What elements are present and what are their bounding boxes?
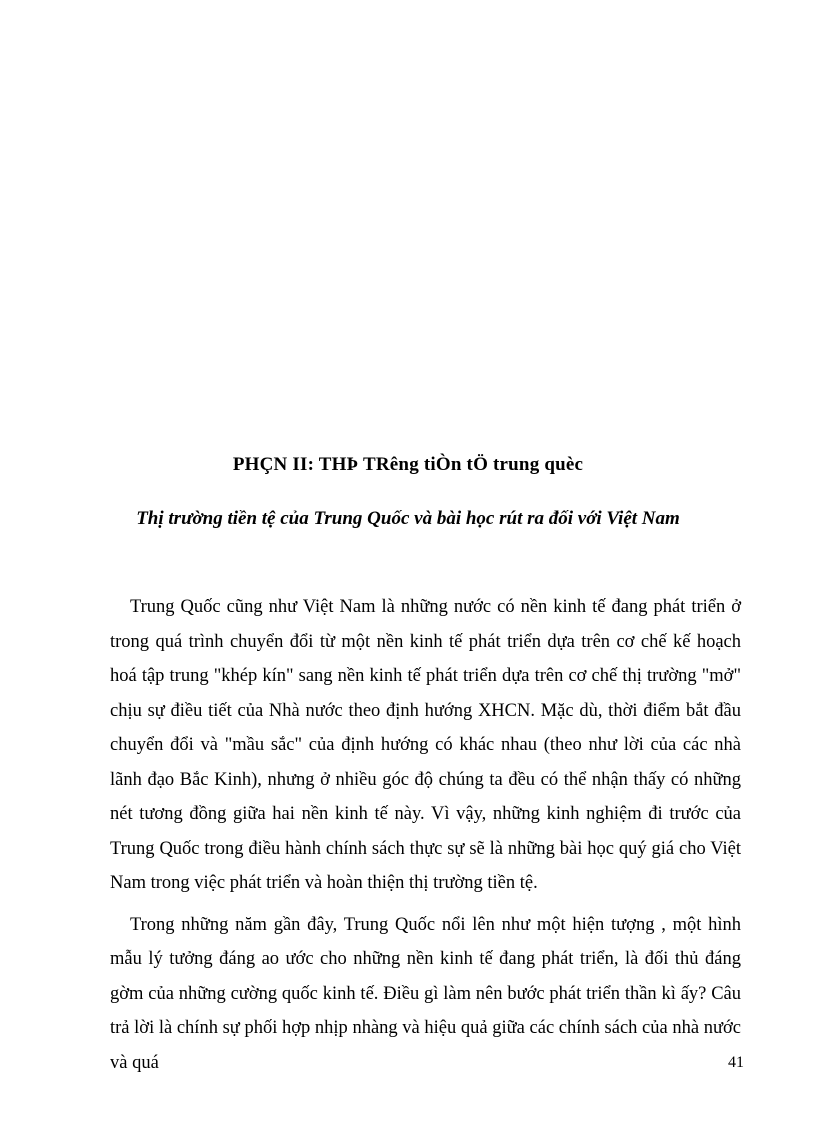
part-heading: PHÇN II: THÞ TRêng tiÒn tÖ trung quèc xyxy=(232,454,584,475)
paragraph: Trong những năm gần đây, Trung Quốc nổi lên như một hiện tượng , một hình mẫu lý tưởng đáng ao ước cho những nền kinh tế đang phát triển, là đối thủ đáng gờm của những cường quốc kinh tế. Điều gì làm nên bước phát triển thần kì ấy? Câu trả lời là chính sự phối hợp nhịp nhàng và hiệu quả giữa các chính sách của nhà nước và quá xyxy=(110,914,741,1073)
body-text xyxy=(110,590,741,1087)
page-number: 41 xyxy=(728,1054,744,1071)
paragraph: Trung Quốc cũng như Việt Nam là những nước có nền kinh tế đang phát triển ở trong quá trình chuyển đổi từ một nền kinh tế phát triển dựa trên cơ chế kế hoạch hoá tập trung "khép kín" sang nền kinh tế phát triển dựa trên cơ chế thị trường "mở" chịu sự điều tiết của Nhà nước theo định hướng XHCN. Mặc dù, thời điểm bắt đầu chuyển đổi và "mầu sắc" của định hướng có khác nhau (theo như lời của các nhà lãnh đạo Bắc Kinh), nhưng ở nhiều góc độ chúng ta đều có thể nhận thấy có những nét tương đồng giữa hai nền kinh tế này. Vì vậy, những kinh nghiệm đi trước của Trung Quốc trong điều hành chính sách thực sự sẽ là những bài học quý giá cho Việt Nam trong việc phát triển và hoàn thiện thị trường tiền tệ. xyxy=(110,597,741,893)
chapter-title: Thị trường tiền tệ của Trung Quốc và bài học rút ra đối với Việt Nam xyxy=(136,508,680,529)
